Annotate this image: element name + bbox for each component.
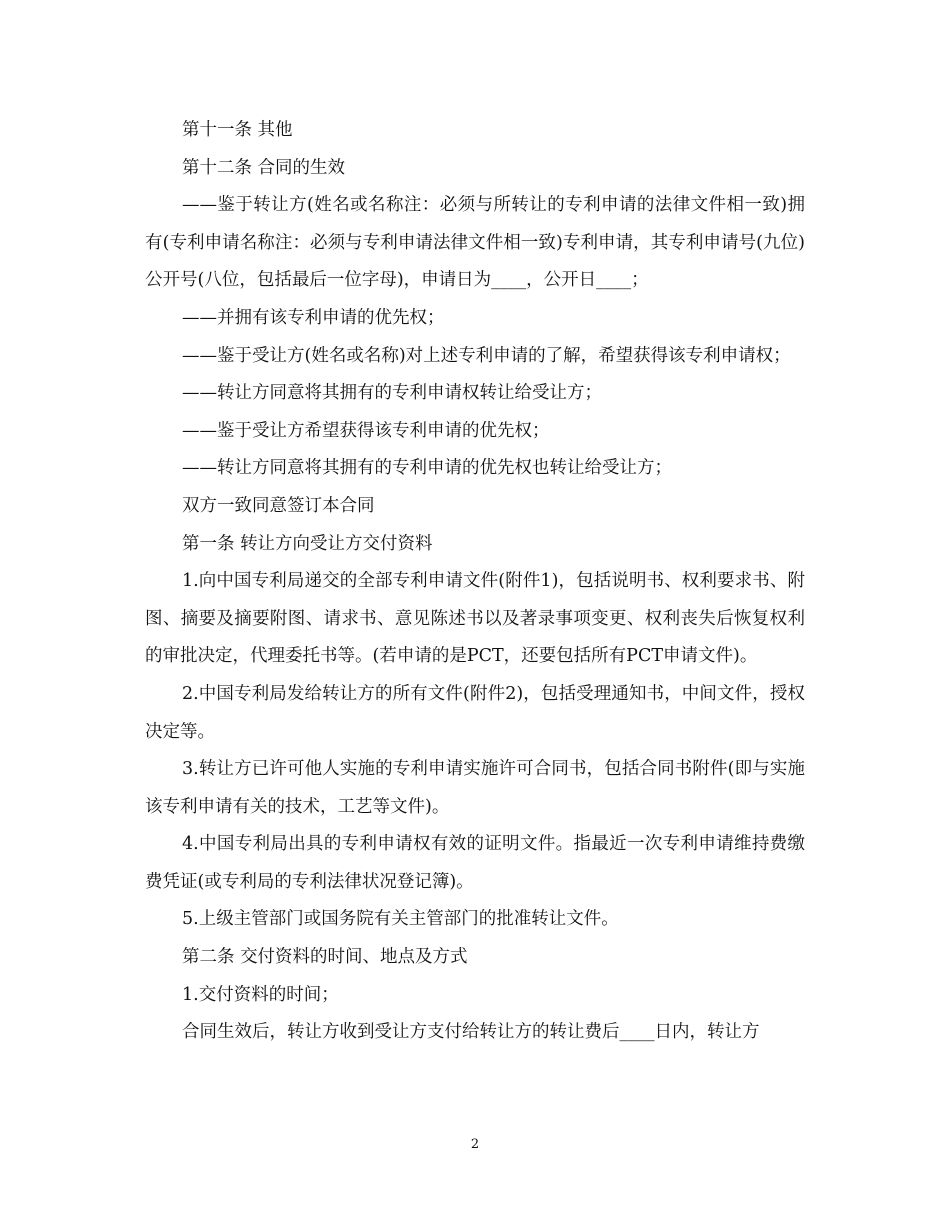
paragraph-item-2: 2.中国专利局发给转让方的所有文件(附件2)，包括受理通知书，中间文件，授权决定等。 [145, 683, 805, 742]
paragraph-article-2: 第二条 交付资料的时间、地点及方式 [182, 947, 468, 968]
paragraph-item-1: 1.向中国专利局递交的全部专利申请文件(附件1)，包括说明书、权利要求书、附图、摘要及摘要附图、请求书、意见陈述书以及著录事项变更、权利丧失后恢复权利的审批决定，代理委托书等。(若申请的是PCT，还要包括所有PCT申请文件)。 [145, 571, 805, 667]
page-number: 2 [470, 1137, 480, 1152]
paragraph-transferor-agrees: ——转让方同意将其拥有的专利申请权转让给受让方； [182, 383, 602, 404]
paragraph-whereas-transferor: ——鉴于转让方(姓名或名称注：必须与所转让的专利申请的法律文件相一致)拥有(专利申请名称注：必须与专利申请法律文件相一致)专利申请，其专利申请号(九位)公开号(八位，包括最后一位字母)，申请日为____，公开日____； [145, 195, 805, 291]
paragraph-whereas-priority: ——并拥有该专利申请的优先权； [182, 307, 445, 328]
paragraph-transferee-priority: ——鉴于受让方希望获得该专利申请的优先权； [182, 420, 550, 441]
paragraph-article-1: 第一条 转让方向受让方交付资料 [182, 533, 433, 554]
paragraph-delivery-time: 1.交付资料的时间； [182, 984, 339, 1005]
document-body [145, 112, 805, 1052]
paragraph-whereas-transferee-understanding: ——鉴于受让方(姓名或名称)对上述专利申请的了解，希望获得该专利申请权； [182, 345, 791, 366]
paragraph-article-12: 第十二条 合同的生效 [182, 157, 346, 178]
paragraph-article-11: 第十一条 其他 [182, 120, 293, 140]
paragraph-both-agree: 双方一致同意签订本合同 [182, 495, 375, 516]
paragraph-transferor-agrees-priority: ——转让方同意将其拥有的专利申请的优先权也转让给受让方； [182, 458, 672, 479]
paragraph-item-3: 3.转让方已许可他人实施的专利申请实施许可合同书，包括合同书附件(即与实施该专利申请有关的技术，工艺等文件)。 [145, 759, 805, 817]
paragraph-item-5: 5.上级主管部门或国务院有关主管部门的批准转让文件。 [182, 909, 619, 930]
paragraph-delivery-detail: 合同生效后，转让方收到受让方支付给转让方的转让费后____日内，转让方 [182, 1022, 760, 1043]
paragraph-item-4: 4.中国专利局出具的专利申请权有效的证明文件。指最近一次专利申请维持费缴费凭证(或专利局的专利法律状况登记簿)。 [145, 834, 805, 892]
